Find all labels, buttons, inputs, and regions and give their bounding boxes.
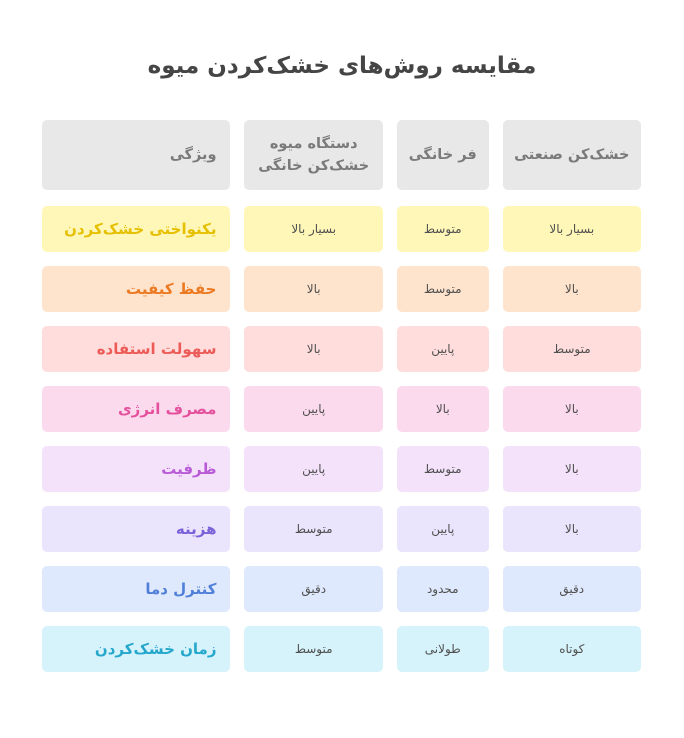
- table-row: [42, 326, 641, 372]
- cell-industrial: بالا: [503, 446, 641, 492]
- feature-label: کنترل دما: [42, 566, 231, 612]
- cell-home-dryer: بسیار بالا: [244, 206, 382, 252]
- page-title: مقایسه روش‌های خشک‌کردن میوه: [147, 53, 537, 79]
- cell-oven: متوسط: [397, 446, 489, 492]
- header-oven: فر خانگی: [397, 120, 489, 190]
- table-row: [42, 266, 641, 312]
- header-industrial: خشک‌کن صنعتی: [503, 120, 641, 190]
- cell-home-dryer: پایین: [244, 386, 382, 432]
- cell-home-dryer: بالا: [244, 266, 382, 312]
- cell-oven: متوسط: [397, 266, 489, 312]
- cell-oven: بالا: [397, 386, 489, 432]
- comparison-table: [42, 120, 641, 686]
- cell-industrial: متوسط: [503, 326, 641, 372]
- feature-label: حفظ کیفیت: [42, 266, 231, 312]
- cell-oven: طولانی: [397, 626, 489, 672]
- cell-industrial: بالا: [503, 386, 641, 432]
- cell-oven: محدود: [397, 566, 489, 612]
- cell-home-dryer: پایین: [244, 446, 382, 492]
- table-row: [42, 446, 641, 492]
- table-row: [42, 206, 641, 252]
- header-feature: ویژگی: [42, 120, 231, 190]
- table-row: [42, 626, 641, 672]
- cell-industrial: بالا: [503, 506, 641, 552]
- cell-industrial: بسیار بالا: [503, 206, 641, 252]
- cell-industrial: کوتاه: [503, 626, 641, 672]
- feature-label: یکنواختی خشک‌کردن: [42, 206, 231, 252]
- header-row: [42, 120, 641, 190]
- header-home-dryer: دستگاه میوه خشک‌کن خانگی: [244, 120, 382, 190]
- cell-home-dryer: متوسط: [244, 506, 382, 552]
- feature-label: هزینه: [42, 506, 231, 552]
- table-row: [42, 386, 641, 432]
- table-row: [42, 566, 641, 612]
- cell-home-dryer: دقیق: [244, 566, 382, 612]
- feature-label: سهولت استفاده: [42, 326, 231, 372]
- table-row: [42, 506, 641, 552]
- feature-label: زمان خشک‌کردن: [42, 626, 231, 672]
- cell-industrial: دقیق: [503, 566, 641, 612]
- cell-oven: پایین: [397, 506, 489, 552]
- cell-industrial: بالا: [503, 266, 641, 312]
- feature-label: مصرف انرژی: [42, 386, 231, 432]
- cell-home-dryer: بالا: [244, 326, 382, 372]
- cell-oven: متوسط: [397, 206, 489, 252]
- cell-home-dryer: متوسط: [244, 626, 382, 672]
- cell-oven: پایین: [397, 326, 489, 372]
- feature-label: ظرفیت: [42, 446, 231, 492]
- table-body: [42, 206, 641, 672]
